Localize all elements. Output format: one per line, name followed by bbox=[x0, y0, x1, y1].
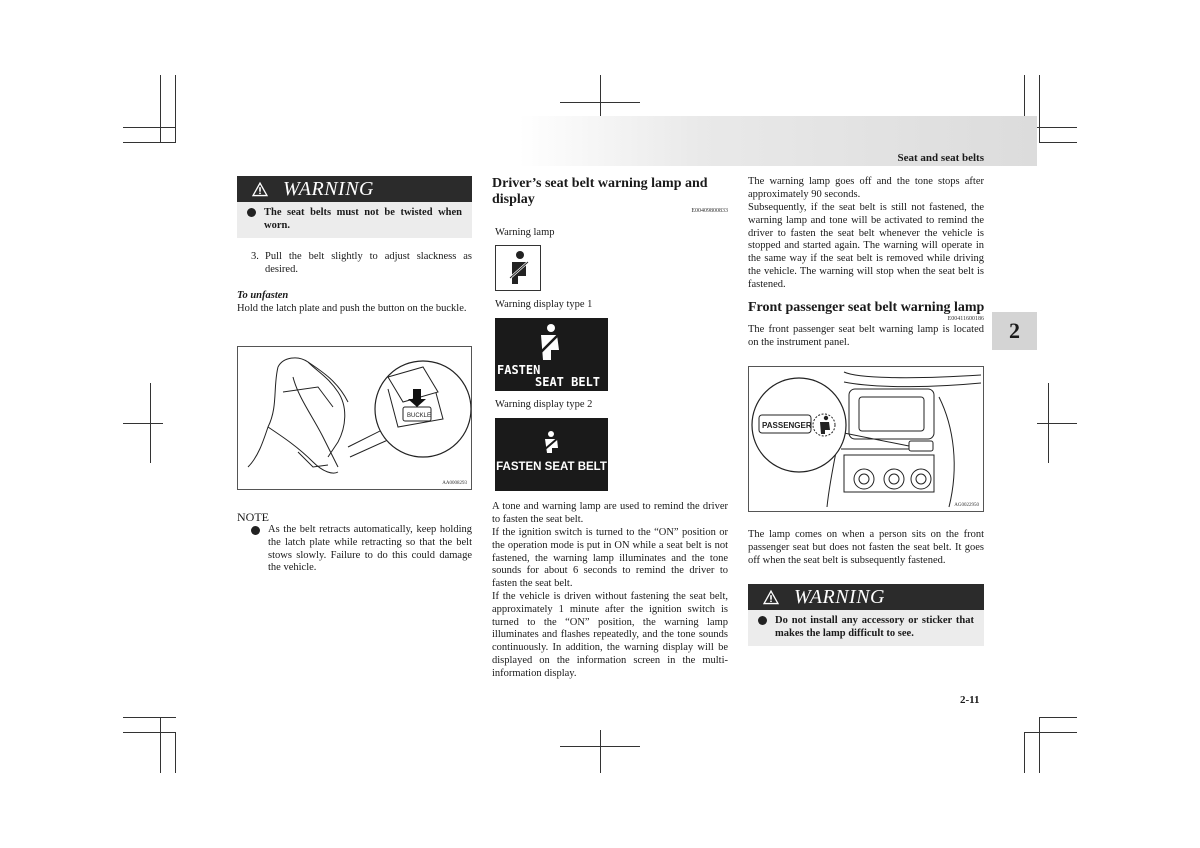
display-type-1-label: Warning display type 1 bbox=[495, 299, 593, 310]
driver-paragraph-3: If the vehicle is driven without fastening the seat belt, approximately 1 minute after the ignition switch is turned to the “ON” position, the warning lamp illuminates and flashes repeatedly, and the tone sounds continuously. In addition, the warning display will be displayed on the information screen in the multi-information display. bbox=[492, 591, 728, 679]
warning-text: The seat belts must not be twisted when worn. bbox=[264, 207, 462, 231]
display-1-line-2: SEAT BELT bbox=[535, 375, 601, 389]
warning-header bbox=[748, 584, 984, 610]
driver-paragraph-2: If the ignition switch is turned to the “ON” position or the operation mode is put in ON while a seat belt is not fastened, the warning lamp illuminates and the tone sounds for about 6 seconds to remind the driver to fasten the seat belt. bbox=[492, 527, 728, 590]
seatbelt-icon bbox=[531, 322, 567, 362]
warning-body bbox=[748, 610, 984, 646]
seatbelt-icon bbox=[824, 416, 828, 420]
figure-code: AG0022950 bbox=[954, 503, 979, 508]
right-paragraph-3: The front passenger seat belt warning lamp is located on the instrument panel. bbox=[748, 324, 984, 348]
step-text: Pull the belt slightly to adjust slackness as desired. bbox=[265, 251, 472, 275]
warning-triangle-icon bbox=[251, 180, 269, 198]
right-paragraph-2: Subsequently, if the seat belt is still not fastened, the warning lamp and tone will be activated to remind the driver to fasten the seat belt whenever the vehicle is stopped and started again. The warning will operate in the same way if the seat belt is removed while driving the vehicle. The warning will stop when the seat belt is fastened. bbox=[748, 202, 984, 290]
passenger-label: PASSENGER bbox=[762, 421, 812, 430]
unfasten-text: Hold the latch plate and push the button on the buckle. bbox=[237, 303, 467, 314]
left-warning-box bbox=[237, 176, 472, 238]
display-type-1 bbox=[495, 318, 608, 391]
unfasten-figure bbox=[237, 346, 472, 490]
seatbelt-icon bbox=[496, 246, 540, 290]
warning-triangle-icon bbox=[762, 588, 780, 606]
display-1-line-1: FASTEN bbox=[497, 363, 541, 377]
warning-lamp-label: Warning lamp bbox=[495, 227, 555, 238]
bullet-icon bbox=[251, 526, 260, 535]
right-paragraph-1: The warning lamp goes off and the tone stops after approximately 90 seconds. bbox=[748, 176, 984, 200]
driver-section-heading: Driver’s seat belt warning lamp and display bbox=[492, 176, 708, 207]
note-heading: NOTE bbox=[237, 510, 269, 524]
warning-text: Do not install any accessory or sticker that makes the lamp difficult to see. bbox=[775, 615, 974, 639]
bullet-icon bbox=[758, 616, 767, 625]
warning-body bbox=[237, 202, 472, 238]
passenger-section-heading: Front passenger seat belt warning lamp bbox=[748, 300, 985, 315]
display-type-2-label: Warning display type 2 bbox=[495, 399, 593, 410]
display-type-2 bbox=[495, 418, 608, 491]
chapter-tab: 2 bbox=[992, 312, 1037, 350]
right-warning-box bbox=[748, 584, 984, 646]
warning-title: WARNING bbox=[283, 177, 374, 200]
section-title: Seat and seat belts bbox=[897, 152, 984, 164]
passenger-section-code: E00411600186 bbox=[947, 316, 984, 322]
step-number: 3. bbox=[251, 251, 259, 262]
note-item bbox=[251, 524, 472, 575]
passenger-lamp-figure bbox=[748, 366, 984, 512]
warning-header bbox=[237, 176, 472, 202]
buckle-illustration bbox=[238, 347, 471, 489]
seatbelt-icon bbox=[541, 430, 561, 454]
step-3 bbox=[251, 251, 472, 277]
svg-text:BUCKLE: BUCKLE bbox=[407, 413, 432, 419]
note-text: As the belt retracts automatically, keep holding the latch plate while retracting so that the belt stows slowly. Failure to do this could damage the vehicle. bbox=[268, 524, 472, 574]
driver-paragraph-1: A tone and warning lamp are used to remind the driver to fasten the seat belt. bbox=[492, 501, 728, 525]
driver-section-code: E00409800833 bbox=[691, 208, 728, 214]
warning-lamp-figure bbox=[495, 245, 541, 291]
instrument-panel-illustration bbox=[749, 367, 983, 511]
bullet-icon bbox=[247, 208, 256, 217]
page-number: 2-11 bbox=[960, 694, 980, 706]
warning-title: WARNING bbox=[794, 585, 885, 608]
display-2-text: FASTEN SEAT BELT bbox=[496, 461, 607, 473]
figure-code: AA0008293 bbox=[442, 481, 467, 486]
right-paragraph-4: The lamp comes on when a person sits on the front passenger seat but does not fasten the seat belt. It goes off when the seat belt is subsequently fastened. bbox=[748, 529, 984, 566]
unfasten-heading: To unfasten bbox=[237, 290, 289, 301]
